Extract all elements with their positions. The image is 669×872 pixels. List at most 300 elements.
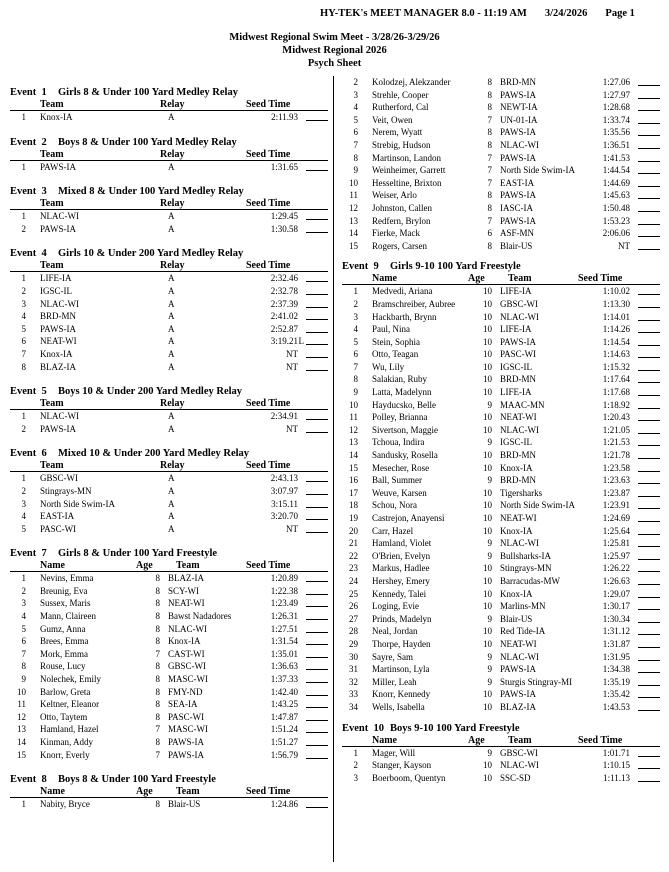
event-number: Event 5 — [10, 386, 47, 398]
place: 23 — [349, 563, 358, 574]
age: 6 — [487, 228, 492, 239]
table-row — [342, 215, 660, 228]
finals-line — [638, 224, 660, 225]
age: 9 — [487, 538, 492, 549]
team: Bawst Nadadores — [168, 611, 232, 622]
seed-time: 1:25.64 — [602, 525, 630, 536]
place: 18 — [349, 500, 358, 511]
swimmer-name: Knorr, Kennedy — [372, 689, 431, 700]
relay: A — [168, 273, 175, 284]
team: IGSC-IL — [500, 437, 532, 448]
name-header: Name — [372, 734, 397, 746]
age: 10 — [483, 349, 492, 360]
seed-time: 1:50.48 — [602, 202, 630, 213]
swimmer-name: Weuve, Karsen — [372, 487, 427, 498]
table-row — [342, 361, 660, 374]
table-row — [10, 223, 328, 236]
age: 10 — [483, 487, 492, 498]
age: 10 — [483, 286, 492, 297]
seed-time: 1:31.95 — [602, 651, 630, 662]
column-divider — [333, 76, 334, 862]
table-row — [10, 648, 328, 661]
place: 1 — [353, 286, 358, 297]
table-row — [10, 711, 328, 724]
swimmer-name: Otto, Teagan — [372, 349, 419, 360]
place: 2 — [21, 485, 26, 496]
seed-time: 1:43.25 — [270, 699, 298, 710]
report-date: 3/24/2026 — [544, 8, 588, 19]
finals-line — [638, 135, 660, 136]
seed-time: 1:10.02 — [602, 286, 630, 297]
swimmer-name: Wu, Lily — [372, 361, 405, 372]
swimmer-name: Rogers, Carsen — [372, 240, 427, 251]
age: 10 — [483, 424, 492, 435]
event-number: Event 6 — [10, 448, 47, 460]
spacer — [342, 714, 660, 722]
relay: A — [168, 485, 175, 496]
swimmer-name: Sivertson, Maggie — [372, 424, 438, 435]
seed-time: 1:44.69 — [602, 177, 630, 188]
swimmer-name: Breunig, Eva — [40, 585, 88, 596]
team-header: Team — [40, 260, 64, 272]
event-number: Event 10 — [342, 722, 384, 734]
team: PAWS-IA — [500, 190, 536, 201]
table-row — [342, 512, 660, 525]
team: BRD-MN — [40, 311, 77, 322]
team: BLAZ-IA — [40, 361, 76, 372]
place: 8 — [21, 661, 26, 672]
seed-time: 1:23.91 — [602, 500, 630, 511]
place: 1 — [21, 273, 26, 284]
spacer — [10, 173, 328, 185]
age: 10 — [483, 772, 492, 783]
team: BRD-MN — [500, 374, 537, 385]
age: 10 — [483, 626, 492, 637]
seed-time: 1:14.26 — [602, 324, 630, 335]
team: NLAC-WI — [500, 760, 539, 771]
finals-line — [306, 219, 328, 220]
age: 8 — [487, 127, 492, 138]
team: MAAC-MN — [500, 399, 545, 410]
relay: A — [168, 348, 175, 359]
age: 8 — [487, 202, 492, 213]
finals-line — [638, 521, 660, 522]
table-row — [10, 572, 328, 585]
seed-time: 1:51.24 — [270, 724, 298, 735]
swimmer-name: Thorpe, Hayden — [372, 638, 431, 649]
age: 10 — [483, 298, 492, 309]
table-row — [342, 76, 660, 89]
table-row — [10, 323, 328, 336]
age: 9 — [487, 437, 492, 448]
table-row — [342, 537, 660, 550]
event-title — [10, 185, 328, 198]
relay-column-header — [10, 460, 328, 472]
finals-line — [306, 632, 328, 633]
swimmer-name: Weinheimer, Garrett — [372, 165, 446, 176]
event-name: Boys 9-10 100 Yard Freestyle — [390, 722, 520, 734]
swimmer-name: Latta, Madelynn — [372, 387, 432, 398]
team: Sturgis Stingray-MI — [500, 676, 573, 687]
age: 8 — [155, 799, 160, 810]
team: Blair-US — [168, 799, 201, 810]
table-row — [342, 101, 660, 114]
age: 10 — [483, 701, 492, 712]
swimmer-name: Bramschreiber, Aubree — [372, 298, 456, 309]
team: NLAC-WI — [500, 538, 539, 549]
age: 10 — [483, 500, 492, 511]
swimmer-name: Rutherford, Cal — [372, 102, 429, 113]
place: 9 — [353, 387, 358, 398]
seed-time: 1:25.81 — [602, 538, 630, 549]
swimmer-name: Boerboom, Quentyn — [372, 772, 446, 783]
seed-time: 1:14.54 — [602, 336, 630, 347]
team: NLAC-WI — [500, 139, 539, 150]
place: 1 — [353, 747, 358, 758]
seed-time: 2:11.93 — [271, 112, 298, 122]
finals-line — [306, 581, 328, 582]
table-row — [10, 423, 328, 436]
finals-line — [638, 148, 660, 149]
relay: A — [168, 473, 175, 484]
event-number: Event 8 — [10, 774, 47, 786]
place: 30 — [349, 651, 358, 662]
age: 10 — [483, 525, 492, 536]
swimmer-name: Medvedi, Ariana — [372, 286, 433, 297]
team: SEA-IA — [168, 699, 198, 710]
seed-time: 1:44.54 — [602, 165, 630, 176]
right-column — [342, 76, 660, 784]
seed-time: 1:27.51 — [270, 623, 298, 634]
place: 8 — [353, 152, 358, 163]
place: 32 — [349, 676, 358, 687]
seed-time: 2:52.87 — [270, 323, 298, 334]
table-row — [10, 298, 328, 311]
relay: A — [168, 323, 175, 334]
team: UN-01-IA — [500, 114, 538, 125]
table-row — [10, 510, 328, 523]
team-header: Team — [40, 460, 64, 472]
seed-time: 3:15.11 — [271, 498, 298, 509]
event-name: Girls 8 & Under 100 Yard Medley Relay — [58, 87, 238, 98]
swimmer-name: Mager, Will — [372, 747, 416, 758]
team: GBSC-WI — [168, 661, 206, 672]
swimmer-name: Nabity, Bryce — [40, 799, 90, 810]
seed-time: 1:26.22 — [602, 563, 630, 574]
seed-time: 1:22.38 — [270, 585, 298, 596]
finals-line — [638, 571, 660, 572]
seed-time: 1:51.27 — [270, 737, 298, 747]
event-title — [342, 722, 660, 735]
seed-time: 1:23.87 — [602, 487, 630, 498]
table-row — [10, 798, 328, 811]
age: 8 — [155, 623, 160, 634]
age: 8 — [487, 139, 492, 150]
finals-line — [306, 432, 328, 433]
team: PAWS-IA — [40, 223, 76, 234]
place: 9 — [353, 165, 358, 176]
individual-column-header — [10, 786, 328, 798]
finals-line — [638, 546, 660, 547]
table-row — [342, 285, 660, 298]
swimmer-name: Nevins, Emma — [40, 573, 94, 584]
finals-line — [638, 559, 660, 560]
team-header: Team — [40, 398, 64, 410]
table-row — [10, 272, 328, 285]
event-title — [342, 260, 660, 273]
event-name: Mixed 10 & Under 200 Yard Medley Relay — [58, 448, 250, 460]
place: 6 — [21, 636, 26, 647]
finals-line — [306, 720, 328, 721]
seed-time: 1:35.01 — [270, 648, 298, 659]
age: 10 — [483, 689, 492, 700]
table-row — [10, 210, 328, 223]
relay: A — [168, 511, 175, 522]
finals-line — [306, 657, 328, 658]
table-row — [342, 462, 660, 475]
seed-time: NT — [618, 240, 630, 251]
finals-line — [638, 161, 660, 162]
place: 1 — [21, 161, 26, 172]
swimmer-name: Kinman, Addy — [40, 737, 93, 747]
table-row — [342, 189, 660, 202]
place: 2 — [353, 77, 358, 87]
finals-line — [306, 519, 328, 520]
relay: A — [168, 285, 175, 296]
seed-time: 1:13.30 — [602, 298, 630, 309]
swimmer-name: Mork, Emma — [40, 648, 88, 659]
finals-line — [306, 232, 328, 233]
team: BLAZ-IA — [500, 701, 536, 712]
place: 5 — [21, 323, 26, 334]
finals-line — [306, 669, 328, 670]
swimmer-name: Keltner, Eleanor — [40, 699, 100, 710]
finals-line — [638, 123, 660, 124]
age: 10 — [483, 412, 492, 423]
table-row — [342, 348, 660, 361]
relay-header: Relay — [160, 260, 185, 272]
table-row — [10, 472, 328, 485]
team: NLAC-WI — [500, 311, 539, 322]
place: 10 — [349, 399, 358, 410]
seed-time: 1:53.23 — [602, 215, 630, 226]
finals-line — [638, 173, 660, 174]
swimmer-name: Stanger, Kayson — [372, 760, 432, 771]
table-row — [10, 623, 328, 636]
team: PAWS-IA — [168, 749, 204, 760]
team: PASC-WI — [500, 349, 537, 360]
meet-title: Midwest Regional Swim Meet - 3/28/26-3/29/26 — [229, 32, 440, 43]
place: 20 — [349, 525, 358, 536]
place: 1 — [21, 473, 26, 484]
place: 6 — [353, 127, 358, 138]
finals-line — [306, 481, 328, 482]
team: NLAC-WI — [40, 298, 79, 309]
place: 8 — [21, 361, 26, 372]
individual-column-header — [10, 560, 328, 572]
relay: A — [168, 336, 175, 347]
table-row — [342, 336, 660, 349]
report-header-line — [320, 8, 635, 19]
place: 2 — [21, 423, 26, 434]
finals-line — [638, 458, 660, 459]
swimmer-name: Sandusky, Rosella — [372, 450, 438, 461]
age: 8 — [155, 573, 160, 584]
finals-line — [638, 249, 660, 250]
place: 6 — [353, 349, 358, 360]
table-row — [10, 485, 328, 498]
table-row — [10, 335, 328, 348]
table-row — [10, 310, 328, 323]
table-row — [342, 600, 660, 613]
event-block — [342, 260, 660, 713]
relay: A — [168, 161, 175, 172]
table-row — [342, 323, 660, 336]
age: 9 — [487, 651, 492, 662]
seed-time: 2:32.46 — [270, 273, 298, 284]
finals-line — [306, 494, 328, 495]
age-header: Age — [136, 560, 153, 572]
place: 24 — [349, 575, 358, 586]
table-row — [342, 386, 660, 399]
seed-time: 1:36.51 — [602, 139, 630, 150]
swimmer-name: Knorr, Everly — [40, 749, 90, 760]
swimmer-name: Hamland, Hazel — [40, 724, 99, 735]
place: 3 — [353, 311, 358, 322]
place: 13 — [349, 437, 358, 448]
table-row — [342, 177, 660, 190]
seed-time: 1:11.13 — [603, 772, 630, 783]
seed-time: 1:20.43 — [602, 412, 630, 423]
finals-line — [638, 534, 660, 535]
finals-line — [638, 710, 660, 711]
table-row — [10, 673, 328, 686]
seed-time: 2:43.13 — [270, 473, 298, 484]
event-title — [10, 86, 328, 99]
place: 19 — [349, 513, 358, 523]
finals-line — [306, 807, 328, 808]
relay-header: Relay — [160, 398, 185, 410]
table-row — [342, 772, 660, 785]
event-title — [10, 247, 328, 260]
team: LIFE-IA — [40, 273, 72, 284]
seed-time: 1:21.05 — [602, 424, 630, 435]
finals-line — [306, 644, 328, 645]
swimmer-name: Barlow, Greta — [40, 686, 91, 697]
table-row — [342, 164, 660, 177]
finals-line — [638, 697, 660, 698]
team: North Side Swim-IA — [500, 165, 575, 176]
team: LIFE-IA — [500, 286, 532, 297]
seed-time: 1:29.45 — [270, 211, 298, 222]
swimmer-name: Kennedy, Talei — [372, 588, 427, 599]
place: 1 — [21, 799, 26, 810]
swimmer-name: Carr, Hazel — [372, 525, 414, 536]
seed-time: 1:10.15 — [602, 760, 630, 771]
place: 28 — [349, 626, 358, 637]
spacer — [10, 535, 328, 547]
place: 26 — [349, 601, 358, 612]
team: LIFE-IA — [500, 387, 532, 398]
age: 8 — [155, 661, 160, 672]
swimmer-name: Sayre, Sam — [372, 651, 413, 662]
table-row — [10, 285, 328, 298]
place: 14 — [17, 737, 26, 747]
swimmer-name: Polley, Brianna — [372, 412, 428, 423]
table-row — [342, 399, 660, 412]
relay: A — [168, 361, 175, 372]
seed-time: 1:56.79 — [270, 749, 298, 760]
place: 15 — [17, 749, 26, 760]
name-header: Name — [40, 786, 65, 798]
finals-line — [638, 186, 660, 187]
table-row — [342, 411, 660, 424]
seed-time: 3:07.97 — [270, 485, 298, 496]
team: PAWS-IA — [500, 152, 536, 163]
place: 5 — [353, 336, 358, 347]
table-row — [342, 152, 660, 165]
place: 11 — [349, 190, 358, 201]
individual-column-header — [342, 735, 660, 747]
place: 14 — [349, 450, 358, 461]
seed-time: 1:31.65 — [270, 161, 298, 172]
relay: A — [168, 211, 175, 222]
seed-time: 2:37.39 — [270, 298, 298, 309]
swimmer-name: Veit, Owen — [372, 114, 413, 125]
age: 10 — [483, 462, 492, 473]
event-block — [10, 385, 328, 435]
finals-line — [306, 707, 328, 708]
seed-time: NT — [286, 423, 298, 434]
place: 15 — [349, 462, 358, 473]
place: 21 — [349, 538, 358, 549]
place: 22 — [349, 550, 358, 561]
team: Stingrays-MN — [40, 485, 92, 496]
seed-time: 1:20.89 — [270, 573, 298, 584]
seed-time: 1:30.58 — [270, 223, 298, 234]
table-row — [10, 585, 328, 598]
seed-time: 1:41.53 — [602, 152, 630, 163]
team: BLAZ-IA — [168, 573, 204, 584]
team: SSC-SD — [500, 772, 531, 783]
age: 7 — [487, 165, 492, 176]
swimmer-name: Nerem, Wyatt — [372, 127, 423, 138]
team: BRD-MN — [500, 450, 537, 461]
place: 5 — [353, 114, 358, 125]
finals-line — [638, 370, 660, 371]
table-row — [342, 449, 660, 462]
age: 10 — [483, 311, 492, 322]
table-row — [342, 474, 660, 487]
table-row — [10, 161, 328, 174]
swimmer-name: O'Brien, Evelyn — [372, 550, 431, 561]
place: 1 — [21, 573, 26, 584]
table-row — [10, 523, 328, 536]
seed-time: 1:27.06 — [602, 77, 630, 87]
swimmer-name: Weiser, Arlo — [372, 190, 417, 201]
seed-time: 1:30.17 — [602, 601, 630, 612]
place: 11 — [17, 699, 26, 710]
place: 25 — [349, 588, 358, 599]
swimmer-name: Martinson, Landon — [372, 152, 441, 163]
table-row — [342, 651, 660, 664]
finals-line — [638, 345, 660, 346]
place: 14 — [349, 228, 358, 239]
table-row — [10, 111, 328, 124]
age: 7 — [155, 648, 160, 659]
table-row — [342, 373, 660, 386]
swimmer-name: Prinds, Madelyn — [372, 613, 432, 624]
